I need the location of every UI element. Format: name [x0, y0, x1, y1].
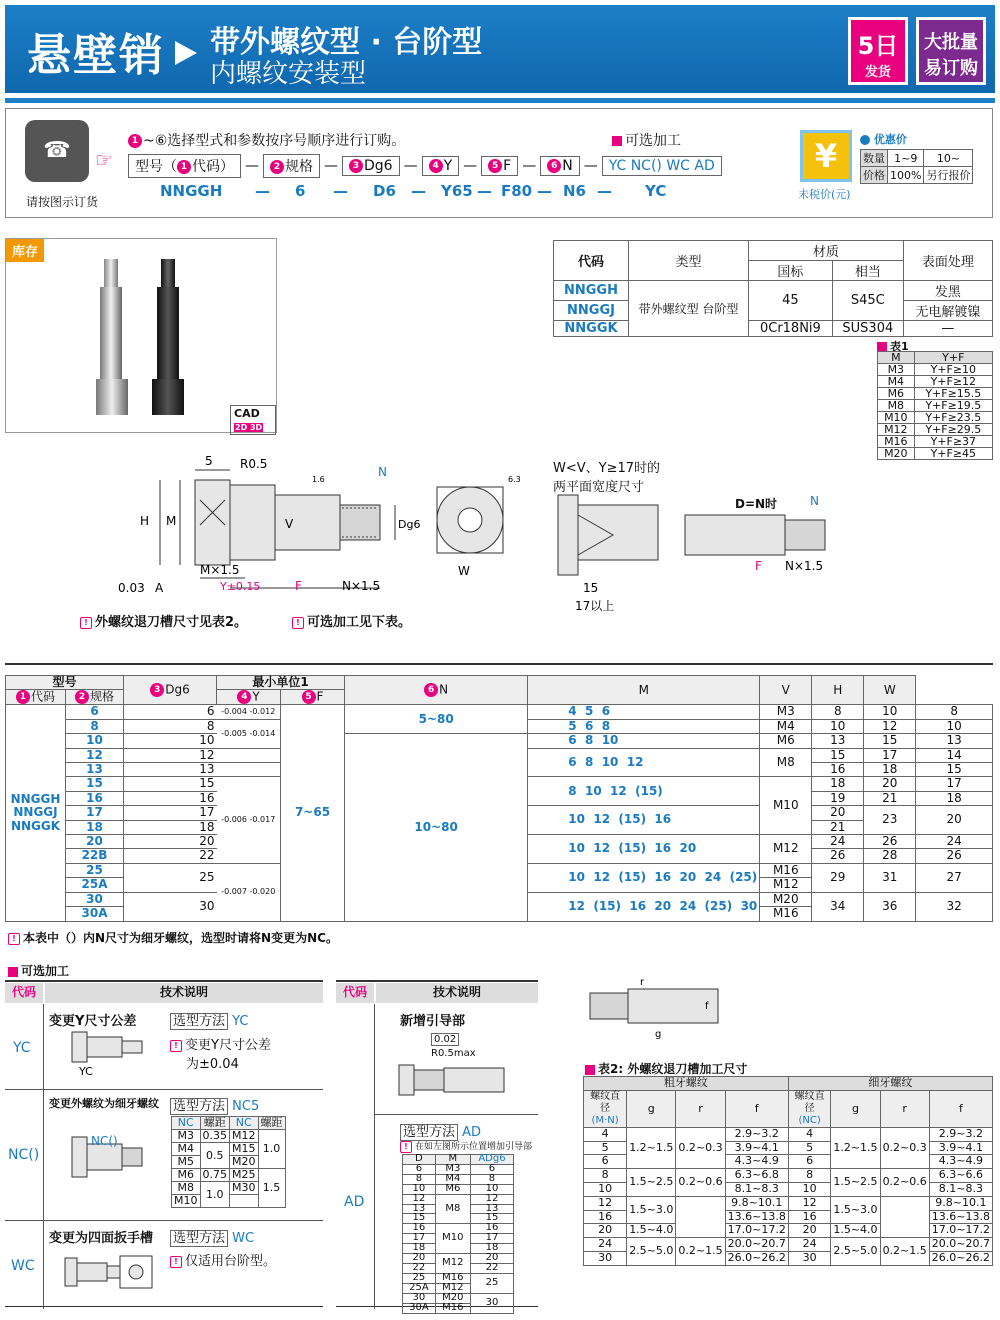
- table1-title: 表1: [877, 338, 909, 354]
- main-spec-table: 型号 3 Dg6 最小单位1 6 N M V H W 1 代码 2 规格 4 Y 5 F NNGGH NNGGJ NNGGK 6 6 -0.004 -0.012 7~65 5~80 4 5 6 M3 8 10 8 8 8 -0.005 -0.014 5 6 8 M4 10 12 10 10 10 10~80 6 8 10 M6 13 15 13 12 12 6 8 10 12 M8 15 17 14 13 13 16 18 15 15 15 -0.006 -0.017 8 10 12 (15) M10 18 20 17 16 16 19 21 18 17 17 10 12 (15) 16 20 23 20 18 18 21 20 20 10 12 (15) 16 20 M12 24 26 24 22B 22 26 28 26 25 25 -0.007 -0.020 10 12 (15) 16 20 24 (25) M16 29 31 27 25A M12 30 30 12 (15) 16 20 24 (25) 30 M20 34 36 32 30A M16: [5, 675, 993, 922]
- table-row: 12 12 6 8 10 12 M8 15 17 14: [6, 748, 993, 762]
- opt-wc-note: ! 仅适用台阶型。: [170, 1250, 276, 1269]
- table-row: 4 1.2~1.5 0.2~0.3 2.9~3.2 4 1.2~1.5 0.2~0.3 2.9~3.2: [584, 1127, 993, 1141]
- opt-wc-method: 选型方法 WC: [170, 1227, 254, 1246]
- dim-17-label: 17以上: [575, 599, 615, 613]
- table-row: 20 M12 20: [403, 1254, 514, 1264]
- table-row: 6 M3 6: [403, 1164, 514, 1174]
- flat-width-drawing: [553, 490, 663, 615]
- optional-label: 可选加工: [612, 130, 681, 150]
- badge-5days: 5日 发货: [848, 17, 908, 85]
- table-row: 8 M4 8: [403, 1174, 514, 1184]
- opt-wc-title: 变更为四面扳手槽: [49, 1231, 154, 1246]
- opt-wc-code: WC: [11, 1258, 35, 1274]
- table-row: 13 13 16 18 15: [6, 763, 993, 777]
- table-row: 22B 22 26 28 26: [6, 849, 993, 863]
- optional-right: [336, 980, 538, 1313]
- page-title: 悬壁销: [27, 30, 165, 81]
- table-row: 13 13: [403, 1204, 514, 1214]
- table-row: 18 18: [403, 1244, 514, 1254]
- dim-n-label: N: [378, 465, 387, 479]
- table-row: 30 M20 30: [403, 1293, 514, 1303]
- table-row: 30 30 12 (15) 16 20 24 (25) 30 M20 34 36 32: [6, 892, 993, 906]
- dim-y-label: Y±0.15: [220, 580, 261, 593]
- dim-m-label: M: [166, 514, 177, 528]
- discount-box: 优惠价 数量 1~9 10~ 价格 100% 另行报价: [860, 131, 973, 184]
- opt-yc-title: 变更Y尺寸公差: [49, 1014, 137, 1029]
- field-code: 型号（ 1 代码）: [128, 154, 241, 178]
- table-row: 15 15 -0.006 -0.017 8 10 12 (15) M10 18 20 17: [6, 777, 993, 791]
- rough-2-label: 6.3: [508, 475, 521, 484]
- header-underline: [5, 98, 995, 103]
- table-row: 22 22: [403, 1263, 514, 1273]
- table-row: 10 M6 10: [403, 1184, 514, 1194]
- table-row: 16 M10 16: [403, 1224, 514, 1234]
- table-row: 6 4.3~4.9 6 4.3~4.9: [584, 1155, 993, 1169]
- groove-drawing: [585, 975, 725, 1045]
- yen-icon: ¥: [800, 130, 852, 182]
- opt-nc-method: 选型方法 NC5: [170, 1095, 259, 1114]
- table-row: NNGGH NNGGJ NNGGK 6 6 -0.004 -0.012 7~65 5~80 4 5 6 M3 8 10 8: [6, 705, 993, 719]
- optional-left: [5, 980, 323, 1307]
- pin-silver-body: [100, 287, 122, 383]
- dim-w-label: W: [458, 564, 470, 578]
- opt-nc-title: 变更外螺纹为细牙螺纹: [49, 1097, 159, 1110]
- tax-label: 未税价(元): [798, 188, 851, 201]
- note-optional: ! 可选加工见下表。: [292, 611, 411, 630]
- dim-v-label: V: [285, 517, 294, 531]
- dim-15-label: 15: [583, 581, 599, 595]
- order-instruction: 1 ~⑥选择型式和参数按序号顺序进行订购。: [128, 130, 405, 150]
- table-row: 18 18 21: [6, 820, 993, 834]
- opt-ad-note: ! 在如左图所示位置增加引导部: [400, 1139, 532, 1153]
- table-row: 25 M16 25: [403, 1273, 514, 1283]
- note-table2: ! 外螺纹退刀槽尺寸见表2。: [80, 611, 247, 630]
- opt-yc-note: ! 变更Y尺寸公差 为±0.04: [170, 1034, 271, 1072]
- svg-text:F: F: [755, 559, 762, 573]
- badge-bulk: 大批量 易订购: [916, 17, 986, 85]
- table-row: 10 10 10~80 6 8 10 M6 13 15 13: [6, 734, 993, 748]
- dim-h-label: H: [140, 514, 150, 528]
- table-row: 8 8 -0.005 -0.014 5 6 8 M4 10 12 10: [6, 719, 993, 733]
- opt-yc-method: 选型方法 YC: [170, 1010, 248, 1029]
- opt-wc-drawing: [60, 1250, 170, 1300]
- wv-note: W<V、Y≥17时的 两平面宽度尺寸: [553, 461, 661, 495]
- dim-f-label: F: [295, 579, 302, 593]
- material-table: 代码 类型 材质 表面处理 国标 相当 NNGGH 带外螺纹型 台阶型 45 S45C 发黑 NNGGJ 无电解镀镍 NNGGK 0Cr18Ni9 SUS304 —: [553, 240, 993, 337]
- table-row: 17 17: [403, 1234, 514, 1244]
- table-row: 17 17 10 12 (15) 16 20 23 20: [6, 806, 993, 820]
- rough-1-label: 1.6: [312, 475, 325, 484]
- field-spec: 2 规格: [263, 154, 320, 178]
- field-dg6: 3 Dg6: [342, 156, 400, 176]
- table-row: 5 3.9~4.1 5 3.9~4.1: [584, 1141, 993, 1155]
- table2-title: 表2: 外螺纹退刀槽加工尺寸: [585, 1060, 747, 1077]
- ad-table: D M ADg6 6 M3 6 8 M4 8 10 M6 10 12 M8 12 13 13 15 15 16 M10 16 17 17 18 18 20 M12 20 22 22 25 M16 25 25A M12 30 M20 30 30A M16: [402, 1154, 514, 1314]
- opt-ad-r: R0.5max: [431, 1048, 476, 1059]
- hand-icon: ☞: [95, 148, 113, 172]
- table2: 粗牙螺纹 细牙螺纹 螺纹直径 (M·N) g r f 螺纹直径 (NC) g r f 4 1.2~1.5 0.2~0.3 2.9~3.2 4 1.2~1.5 0.2~0.3 2.9~3.2 5 3.9~4.1 5 3.9~4.1 6 4.3~4.9 6 4.3~4.9 8 1.5~2.5 0.2~0.6 6.3~6.8 8 1.5~2.5 0.2~0.6 6.3~6.6 10 8.1~8.3 10 8.1~8.3 12 1.5~3.0 9.8~10.1 12 1.5~3.0 9.8~10.1 16 13.6~13.8 16 13.6~13.8 20 1.5~4.0 17.0~17.2 20 1.5~4.0 17.0~17.2 24 2.5~5.0 0.2~1.5 20.0~20.7 24 2.5~5.0 0.2~1.5 20.0~20.7 30 26.0~26.2 30 26.0~26.2: [583, 1076, 993, 1266]
- discount-table: 数量 1~9 10~ 价格 100% 另行报价: [860, 149, 973, 184]
- d-eq-n-label: D=N时: [735, 497, 778, 511]
- table-row: 20 20 10 12 (15) 16 20 M12 24 26 24: [6, 835, 993, 849]
- product-photo-box: [5, 238, 277, 433]
- svg-text:g: g: [655, 1029, 662, 1040]
- opt-nc-code: NC(): [8, 1147, 40, 1163]
- opt-ad-title: 新增引导部: [400, 1014, 466, 1029]
- dim-mx15-label: M×1.5: [200, 563, 240, 577]
- opt-yc-code: YC: [13, 1040, 31, 1056]
- optional-title: 可选加工: [8, 962, 69, 979]
- table-row: 10 8.1~8.3 10 8.1~8.3: [584, 1182, 993, 1196]
- table-row: 25 25 -0.007 -0.020 10 12 (15) 16 20 24 (25) M16 29 31 27: [6, 863, 993, 877]
- dim-nx15-label: N×1.5: [342, 579, 381, 593]
- dim-dg6-label: Dg6: [398, 518, 421, 531]
- dim-5-label: 5: [205, 454, 213, 468]
- field-y: 4 Y: [422, 156, 460, 176]
- table-row: 12 1.5~3.0 9.8~10.1 12 1.5~3.0 9.8~10.1: [584, 1196, 993, 1210]
- table-row: 30 26.0~26.2 30 26.0~26.2: [584, 1251, 993, 1265]
- header-banner: [5, 5, 995, 93]
- table-row: 30A M16: [403, 1303, 514, 1313]
- cad-badge[interactable]: CAD 2D 3D: [230, 405, 276, 435]
- opt-ad-tol: 0.02: [431, 1033, 459, 1046]
- order-example: NNGGH — 6 — D6 — Y65 — F80 — N6 — YC: [160, 182, 667, 200]
- order-fields: 型号（ 1 代码） — 2 规格 — 3 Dg6 — 4 Y — 5 F — 6 N — YC NC() WC AD: [128, 153, 722, 179]
- svg-text:YC: YC: [79, 1065, 93, 1078]
- opt-h-code2: 代码: [336, 983, 374, 1003]
- svg-text:N: N: [810, 494, 819, 508]
- opt-ad-code: AD: [344, 1194, 365, 1210]
- table-row: 15 15: [403, 1214, 514, 1224]
- table-row: 25A M12: [403, 1283, 514, 1293]
- phone-label: 请按图示订货: [26, 195, 99, 209]
- opt-yc-drawing: [67, 1027, 147, 1077]
- arrow-icon: [175, 41, 197, 65]
- main-footnote: ! 本表中（）内N尺寸为细牙螺纹，选型时请将N变更为NC。: [8, 929, 338, 946]
- table-row: 16 13.6~13.8 16 13.6~13.8: [584, 1210, 993, 1224]
- opt-ad-method: 选型方法 AD: [400, 1121, 481, 1140]
- table-row: 16 16 19 21 18: [6, 791, 993, 805]
- pin-black: [161, 259, 175, 289]
- opt-ad-drawing: [394, 1060, 524, 1105]
- stock-label: 库存: [6, 239, 44, 262]
- page-subtitle2: 内螺纹安装型: [210, 59, 367, 89]
- opt-h-desc: 技术说明: [45, 983, 323, 1003]
- table-row: 8 1.5~2.5 0.2~0.6 6.3~6.8 8 1.5~2.5 0.2~0.6 6.3~6.6: [584, 1169, 993, 1183]
- field-optional: YC NC() WC AD: [602, 156, 722, 176]
- opt-h-desc2: 技术说明: [376, 983, 538, 1003]
- field-f: 5 F: [481, 156, 518, 176]
- pin-black-head: [152, 379, 184, 415]
- opt-nc-drawing-label: NC(): [91, 1134, 118, 1148]
- pin-silver-head: [96, 379, 128, 415]
- table-row: 25A M12: [6, 878, 993, 892]
- tol-datum-label: A: [155, 581, 164, 595]
- svg-text:r: r: [640, 977, 645, 988]
- table-row: 20 1.5~4.0 17.0~17.2 20 1.5~4.0 17.0~17.2: [584, 1224, 993, 1238]
- table-row: 12 M8 12: [403, 1194, 514, 1204]
- svg-text:N×1.5: N×1.5: [785, 559, 824, 573]
- dim-r05-label: R0.5: [240, 457, 268, 471]
- main-codes: NNGGH NNGGJ NNGGK: [6, 705, 66, 921]
- pin-silver: [104, 259, 118, 289]
- page-subtitle1: 带外螺纹型 · 台阶型: [210, 25, 483, 60]
- table-row: 24 2.5~5.0 0.2~1.5 20.0~20.7 24 2.5~5.0 0.2~1.5 20.0~20.7: [584, 1238, 993, 1252]
- svg-text:f: f: [705, 1001, 709, 1012]
- tol-perp-label: 0.03: [118, 581, 145, 595]
- pin-black-body: [157, 287, 179, 383]
- table-row: 30A M16: [6, 907, 993, 921]
- field-n: 6 N: [540, 156, 579, 176]
- opt-h-code: 代码: [5, 983, 43, 1003]
- table1: M Y+F M3 Y+F≥10 M4 Y+F≥12 M6 Y+F≥15.5 M8 Y+F≥19.5 M10 Y+F≥23.5 M12 Y+F≥29.5 M16 Y+F≥37 M20 Y+F≥45: [877, 351, 993, 460]
- phone-icon: ☎: [25, 120, 89, 182]
- nc-table: NC 螺距 NC 螺距 M3 0.35 M12 1.0 M4 0.5 M15 M5 M20 M6 0.75 M25 1.5 M8 1.0 M30 M10: [171, 1116, 286, 1208]
